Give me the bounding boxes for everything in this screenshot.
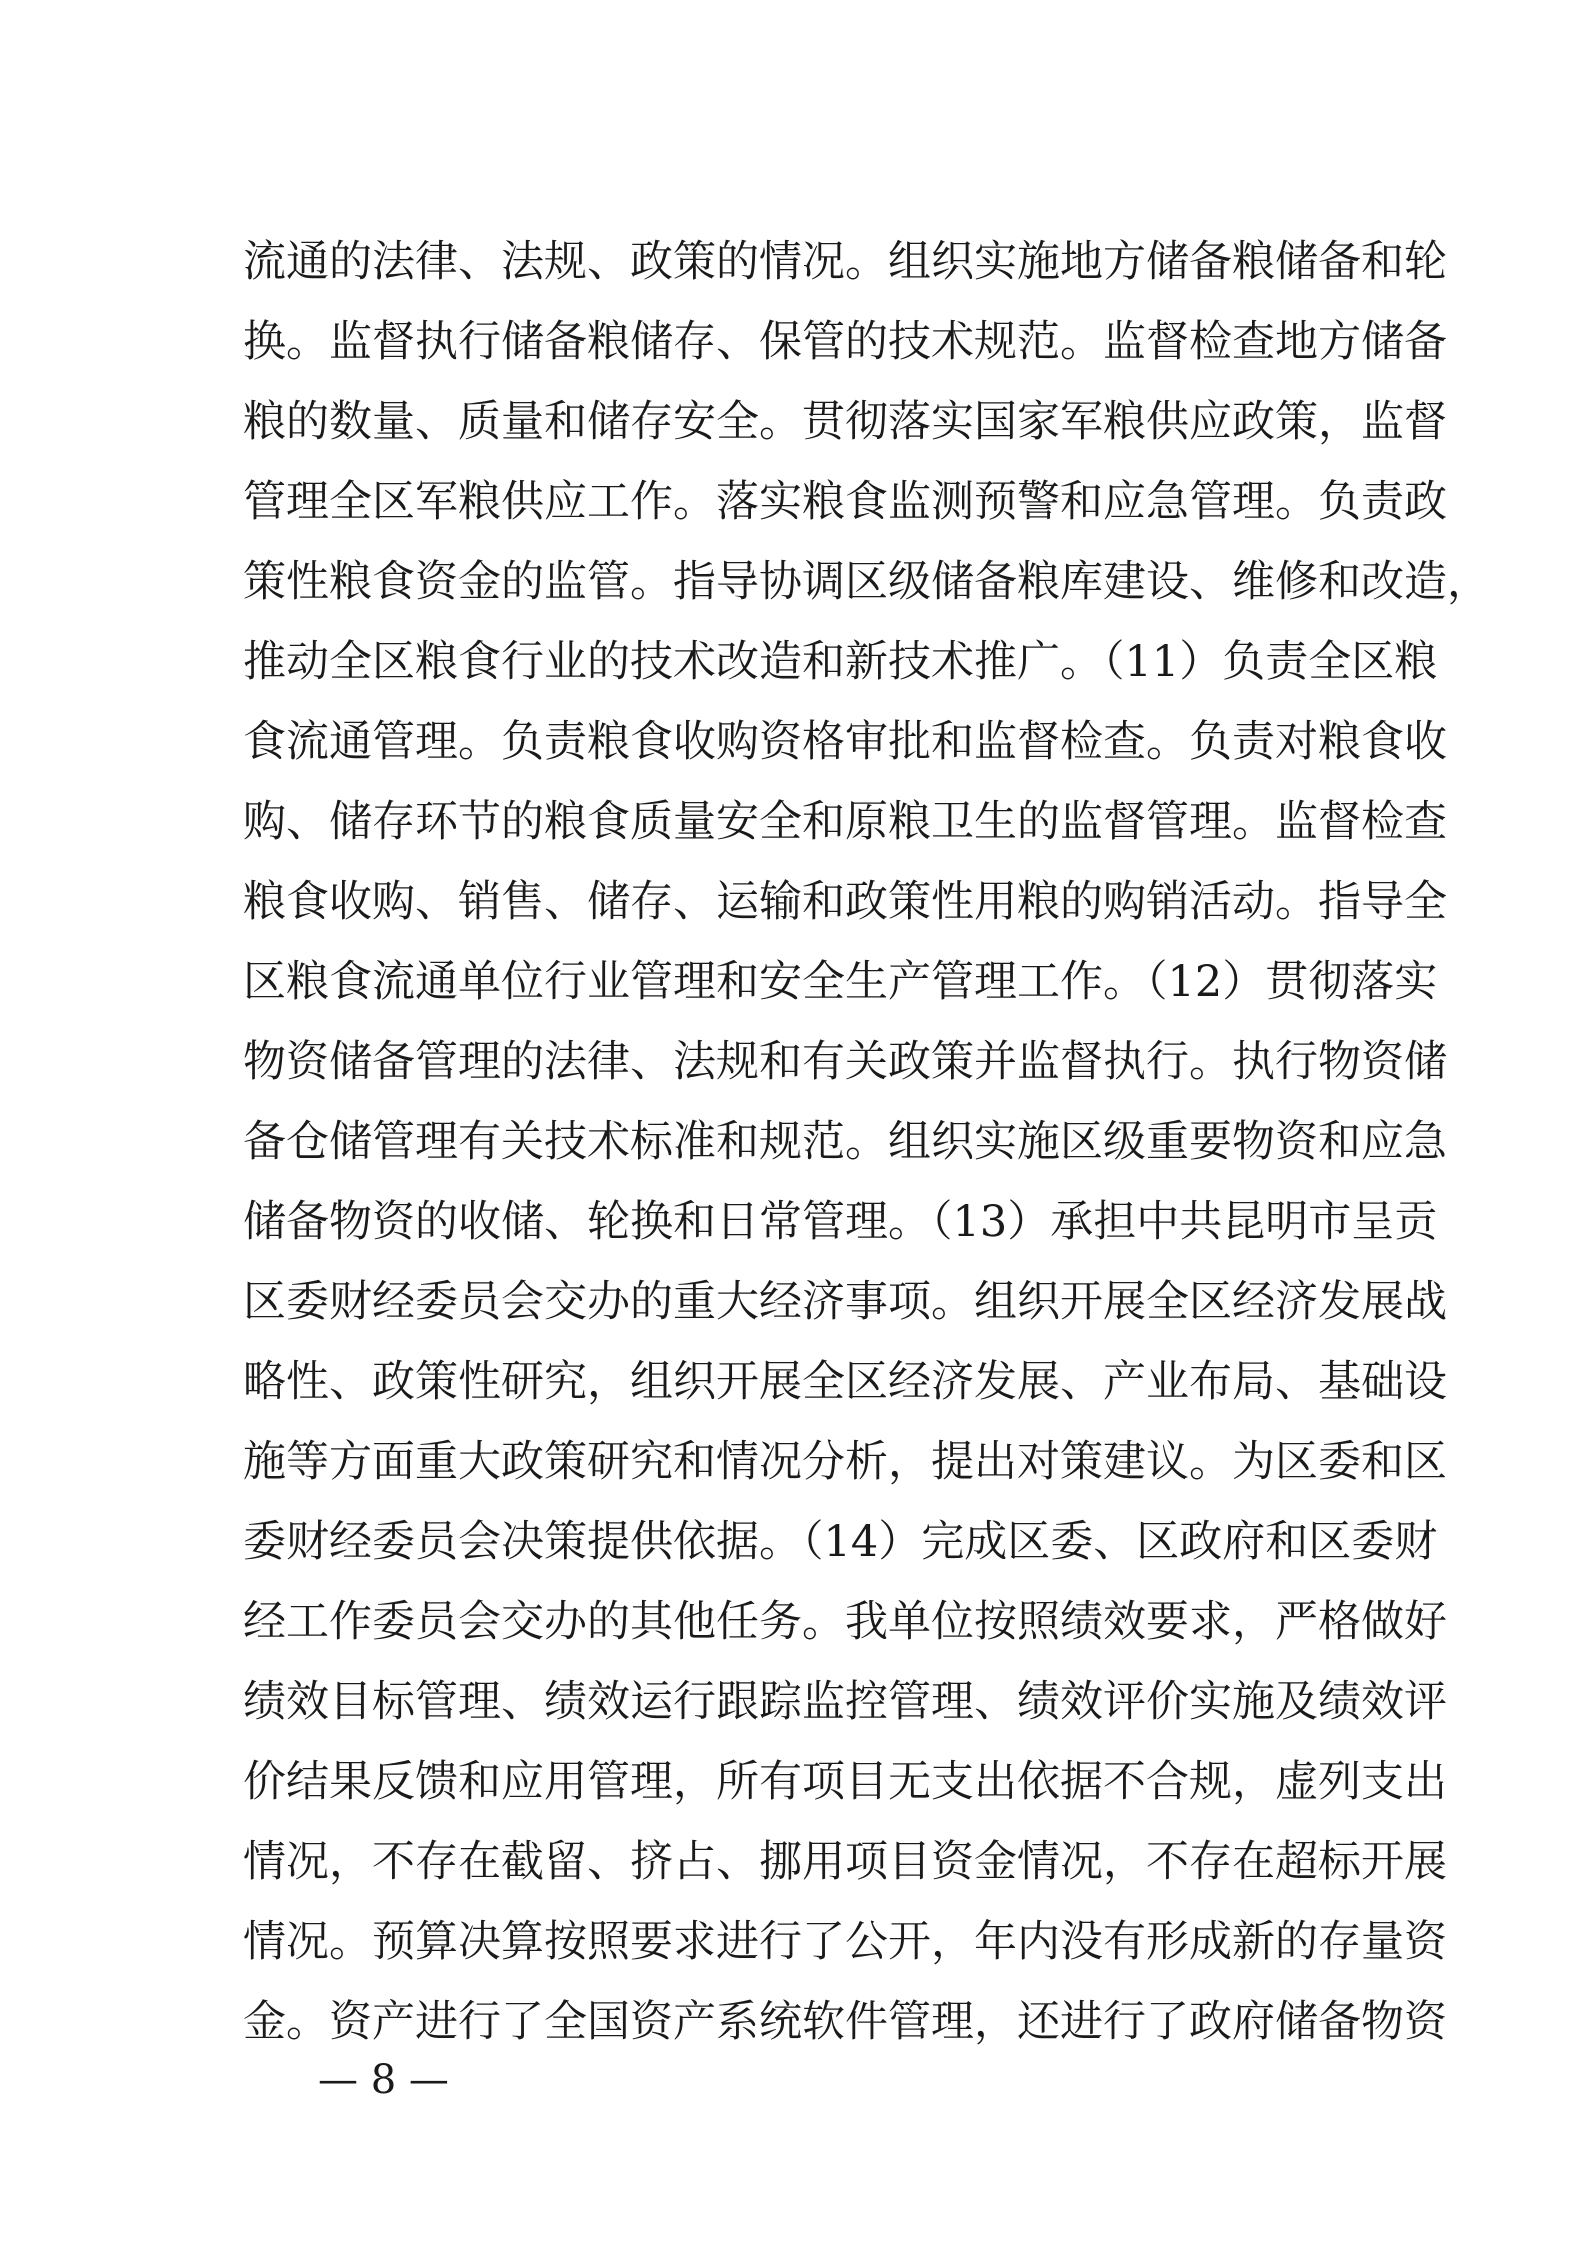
text-line-19: 绩效目标管理、绩效运行跟踪监控管理、绩效评价实施及绩效评 [243, 1677, 1447, 1727]
text-line-22: 情况。预算决算按照要求进行了公开，年内没有形成新的存量资 [243, 1917, 1447, 1967]
text-line-12: 备仓储管理有关技术标准和规范。组织实施区级重要物资和应急 [243, 1117, 1447, 1167]
text-line-7: 食流通管理。负责粮食收购资格审批和监督检查。负责对粮食收 [243, 717, 1447, 767]
text-line-20: 价结果反馈和应用管理，所有项目无支出依据不合规，虚列支出 [243, 1757, 1447, 1807]
text-line-17: 委财经委员会决策提供依据。（14）完成区委、区政府和区委财 [243, 1517, 1438, 1567]
text-line-23: 金。资产进行了全国资产系统软件管理，还进行了政府储备物资 [243, 1997, 1447, 2047]
text-line-16: 施等方面重大政策研究和情况分析，提出对策建议。为区委和区 [243, 1437, 1447, 1487]
text-line-2: 换。监督执行储备粮储存、保管的技术规范。监督检查地方储备 [243, 317, 1447, 367]
text-line-5: 策性粮食资金的监管。指导协调区级储备粮库建设、维修和改造， [243, 557, 1490, 607]
text-line-6: 推动全区粮食行业的技术改造和新技术推广。（11）负责全区粮 [243, 637, 1438, 687]
body-paragraph [243, 222, 1490, 2062]
text-line-21: 情况，不存在截留、挤占、挪用项目资金情况，不存在超标开展 [243, 1837, 1447, 1887]
text-line-4: 管理全区军粮供应工作。落实粮食监测预警和应急管理。负责政 [243, 477, 1447, 527]
text-line-15: 略性、政策性研究，组织开展全区经济发展、产业布局、基础设 [243, 1357, 1447, 1407]
page-number: — 8 — [318, 2057, 449, 2103]
text-line-1: 流通的法律、法规、政策的情况。组织实施地方储备粮储备和轮 [243, 237, 1447, 287]
text-line-9: 粮食收购、销售、储存、运输和政策性用粮的购销活动。指导全 [243, 877, 1447, 927]
text-line-14: 区委财经委员会交办的重大经济事项。组织开展全区经济发展战 [243, 1277, 1447, 1327]
text-line-13: 储备物资的收储、轮换和日常管理。（13）承担中共昆明市呈贡 [243, 1197, 1438, 1247]
text-line-11: 物资储备管理的法律、法规和有关政策并监督执行。执行物资储 [243, 1037, 1447, 1087]
text-line-3: 粮的数量、质量和储存安全。贯彻落实国家军粮供应政策，监督 [243, 397, 1447, 447]
text-line-10: 区粮食流通单位行业管理和安全生产管理工作。（12）贯彻落实 [243, 957, 1438, 1007]
text-line-18: 经工作委员会交办的其他任务。我单位按照绩效要求，严格做好 [243, 1597, 1447, 1647]
text-line-8: 购、储存环节的粮食质量安全和原粮卫生的监督管理。监督检查 [243, 797, 1447, 847]
